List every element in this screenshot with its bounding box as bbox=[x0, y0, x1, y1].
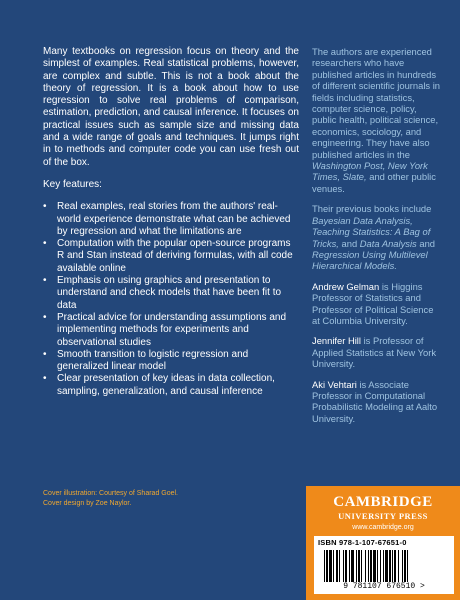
features-heading: Key features: bbox=[43, 178, 102, 190]
barcode-panel bbox=[314, 536, 454, 594]
barcode-bar bbox=[385, 550, 388, 582]
barcode-bar bbox=[361, 550, 362, 582]
list-item: • Real examples, real stories from the authors' real-world experience demonstrate what can be achieved by regression and what the limitations are bbox=[43, 201, 299, 238]
barcode-bar bbox=[365, 550, 366, 582]
publications-list: Washington Post, New York Times, Slate, bbox=[312, 160, 428, 183]
barcode-bar bbox=[326, 550, 328, 582]
list-item: • Emphasis on using graphics and presentation to understand and check models that have been fit to data bbox=[43, 275, 299, 312]
authors-about bbox=[312, 46, 442, 194]
book-title: Bayesian Data Analysis, Teaching Statistics: A Bag of Tricks, bbox=[312, 214, 431, 249]
barcode-bar bbox=[324, 550, 325, 582]
barcode-bar bbox=[358, 550, 360, 582]
about-text: The authors are experienced researchers who have published articles in hundreds of different scientific journals in fields including statistics, computer science, policy, public health, political science, economics, sociology, and engineering. They have also published articles in the bbox=[312, 46, 441, 160]
previous-books bbox=[312, 203, 442, 271]
author-bio-gelman bbox=[312, 281, 442, 327]
barcode-bar bbox=[404, 550, 406, 582]
description-paragraph: Many textbooks on regression focus on theory and the simplest of examples. Real statistical problems, however, are complex and subtle. This is not a book about the theory of regression. It is a book about how to use regression to solve real problems of comparison, estimation, prediction, and causal inference. It focuses on practical issues such as sample size and missing data and a wide range of goals and techniques. It jumps right in to methods and computer code you can use fresh out of the box. bbox=[43, 46, 299, 168]
barcode-bar bbox=[345, 550, 347, 582]
barcode-bar bbox=[339, 550, 340, 582]
barcode-bar bbox=[333, 550, 334, 582]
barcode-bar bbox=[349, 550, 350, 582]
barcode-bar bbox=[373, 550, 376, 582]
author-bio-vehtari bbox=[312, 379, 442, 425]
list-item: • Computation with the popular open-source programs R and Stan instead of deriving formulas, with all code available online bbox=[43, 238, 299, 275]
barcode-bar bbox=[370, 550, 372, 582]
about-end: and other public venues. bbox=[312, 171, 436, 194]
design-credit: Cover design by Zoe Naylor. bbox=[43, 500, 132, 507]
cover-credits bbox=[43, 489, 178, 509]
isbn-label: ISBN 978-1-107-67651-0 bbox=[318, 538, 407, 547]
book-title: Regression Using Multilevel Hierarchical Models. bbox=[312, 248, 428, 272]
list-item: • Smooth transition to logistic regression and generalized linear model bbox=[43, 349, 299, 374]
author-name: Jennifer Hill bbox=[312, 335, 361, 347]
author-description: is Higgins Professor of Statistics and Professor of Political Science at Columbia University. bbox=[312, 280, 434, 326]
barcode-icon bbox=[324, 550, 444, 582]
list-item: • Clear presentation of key ideas in data collection, sampling, generalization, and causal inference bbox=[43, 373, 299, 398]
barcode-bar bbox=[336, 550, 338, 582]
author-bio-hill bbox=[312, 335, 442, 369]
book-title: Data Analysis bbox=[359, 237, 417, 249]
publisher-name: CAMBRIDGE bbox=[333, 494, 433, 510]
author-name: Aki Vehtari bbox=[312, 378, 357, 390]
description-column bbox=[43, 46, 299, 398]
barcode-bar bbox=[402, 550, 403, 582]
features-list bbox=[43, 201, 299, 398]
barcode-bar bbox=[368, 550, 369, 582]
barcode-bar bbox=[398, 550, 399, 582]
conjunction: and bbox=[419, 237, 436, 249]
publisher-url: www.cambridge.org bbox=[352, 524, 414, 531]
barcode-bar bbox=[392, 550, 393, 582]
barcode-bar bbox=[394, 550, 396, 582]
barcode-bar bbox=[377, 550, 378, 582]
list-item: • Practical advice for understanding assumptions and implementing methods for experiments and observational studies bbox=[43, 312, 299, 349]
previous-books-intro: Their previous books include bbox=[312, 203, 432, 215]
barcode-bar bbox=[329, 550, 332, 582]
barcode-bar bbox=[343, 550, 344, 582]
barcode-number: 9 781107 676510 > bbox=[343, 582, 425, 591]
barcode-bar bbox=[383, 550, 384, 582]
author-name: Andrew Gelman bbox=[312, 280, 380, 292]
author-description: is Associate Professor in Computational Probabilistic Modeling at Aalto University. bbox=[312, 378, 438, 424]
barcode-bar bbox=[389, 550, 391, 582]
barcode-bar bbox=[356, 550, 357, 582]
publisher-band bbox=[306, 486, 460, 600]
author-column bbox=[312, 46, 442, 433]
conjunction: and bbox=[341, 237, 358, 249]
barcode-bar bbox=[407, 550, 408, 582]
barcode-bar bbox=[380, 550, 381, 582]
barcode-bar bbox=[351, 550, 354, 582]
illustration-credit: Cover illustration: Courtesy of Sharad Goel. bbox=[43, 490, 179, 497]
author-description: is Professor of Applied Statistics at New York University. bbox=[312, 335, 437, 370]
publisher-subname: UNIVERSITY PRESS bbox=[338, 511, 428, 521]
